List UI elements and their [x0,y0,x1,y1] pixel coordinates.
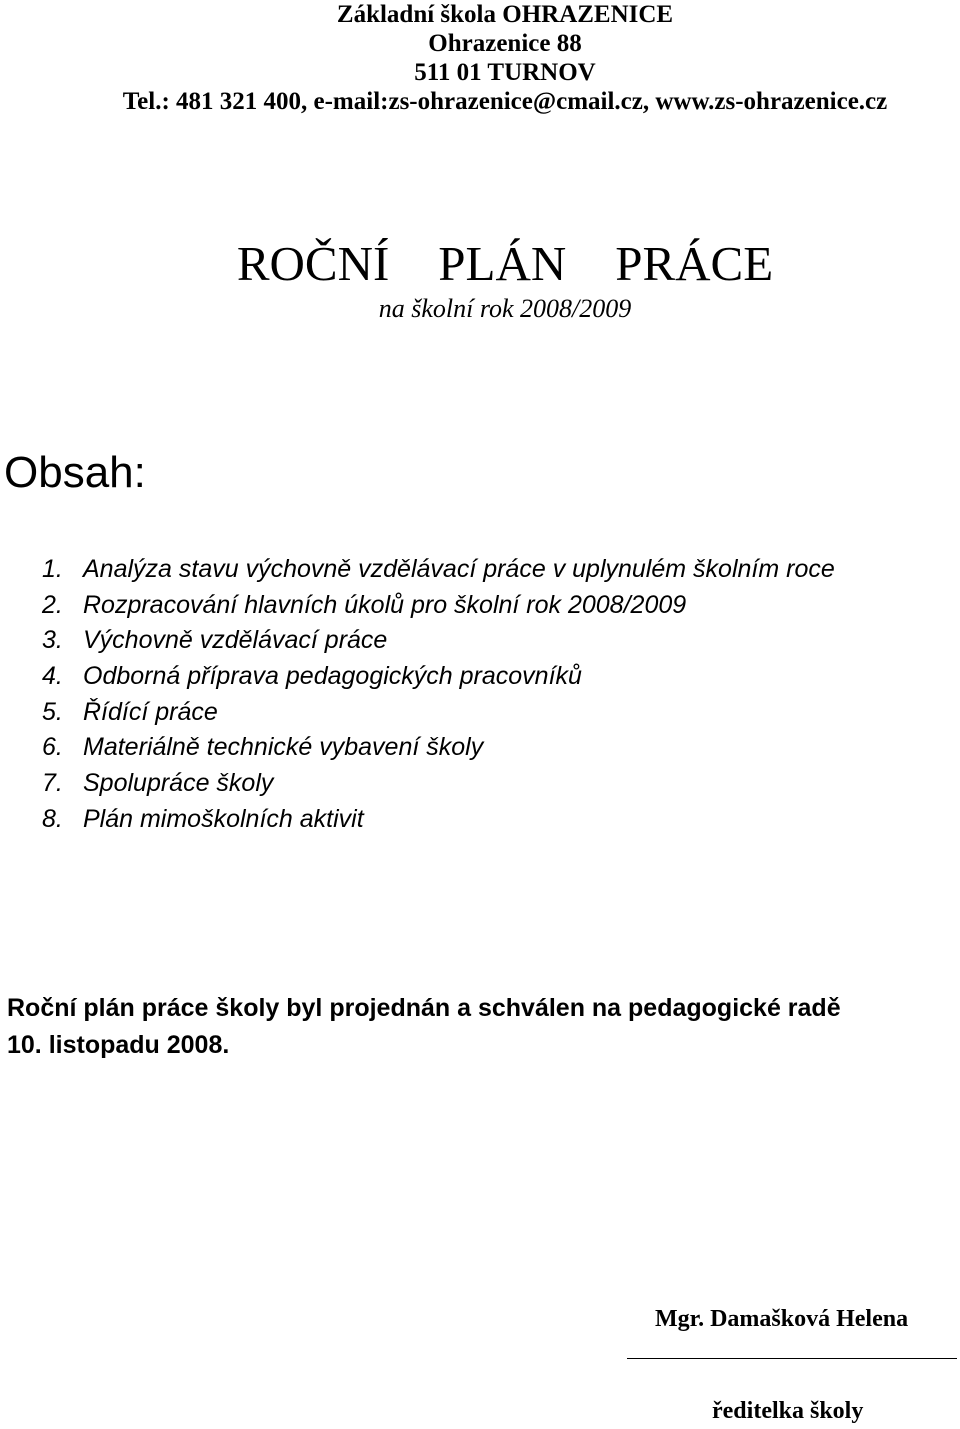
approval-statement [7,990,957,1064]
contents-list [42,553,835,839]
contents-item-text: Výchovně vzdělávací práce [83,626,388,655]
school-name: Základní škola OHRAZENICE [336,1,674,28]
contents-item-number: 2. [42,590,63,619]
contents-item [42,803,835,839]
approval-date: 10. listopadu 2008. [7,1031,230,1059]
contents-item [42,589,835,625]
school-street: Ohrazenice 88 [428,30,582,57]
contents-item-text: Spolupráce školy [83,769,274,798]
contents-item [42,553,835,589]
contents-item-number: 6. [42,733,63,762]
contents-item-number: 8. [42,804,63,833]
contents-item-number: 3. [42,626,63,655]
school-city: 511 01 TURNOV [414,59,596,86]
contents-item-number: 5. [42,697,63,726]
contents-item-text: Rozpracování hlavních úkolů pro školní rok 2008/2009 [83,590,687,619]
contents-item [42,696,835,732]
contents-item-number: 7. [42,769,63,798]
document-subtitle: na školní rok 2008/2009 [378,294,632,323]
contents-item [42,731,835,767]
document-title: ROČNÍ PLÁN PRÁCE [236,236,774,291]
signature-line [627,1358,957,1359]
approval-line: Roční plán práce školy byl projednán a schválen na pedagogické radě [7,994,841,1022]
contents-item [42,660,835,696]
school-contact: Tel.: 481 321 400, e-mail:zs-ohrazenice@cmail.cz, www.zs-ohrazenice.cz [122,88,888,115]
contents-item-text: Odborná příprava pedagogických pracovníků [83,662,582,691]
contents-item-text: Analýza stavu výchovně vzdělávací práce v uplynulém školním roce [83,555,835,583]
contents-item-number: 1. [42,555,63,583]
contents-item-text: Plán mimoškolních aktivit [83,804,364,833]
signatory-name: Mgr. Damašková Helena [655,1306,909,1332]
contents-heading: Obsah: [4,448,146,497]
contents-item-text: Materiálně technické vybavení školy [83,733,484,762]
school-header [0,0,960,116]
signatory-role: ředitelka školy [712,1398,864,1424]
contents-item [42,767,835,803]
contents-item-number: 4. [42,662,63,691]
contents-item [42,624,835,660]
contents-item-text: Řídící práce [83,697,218,726]
